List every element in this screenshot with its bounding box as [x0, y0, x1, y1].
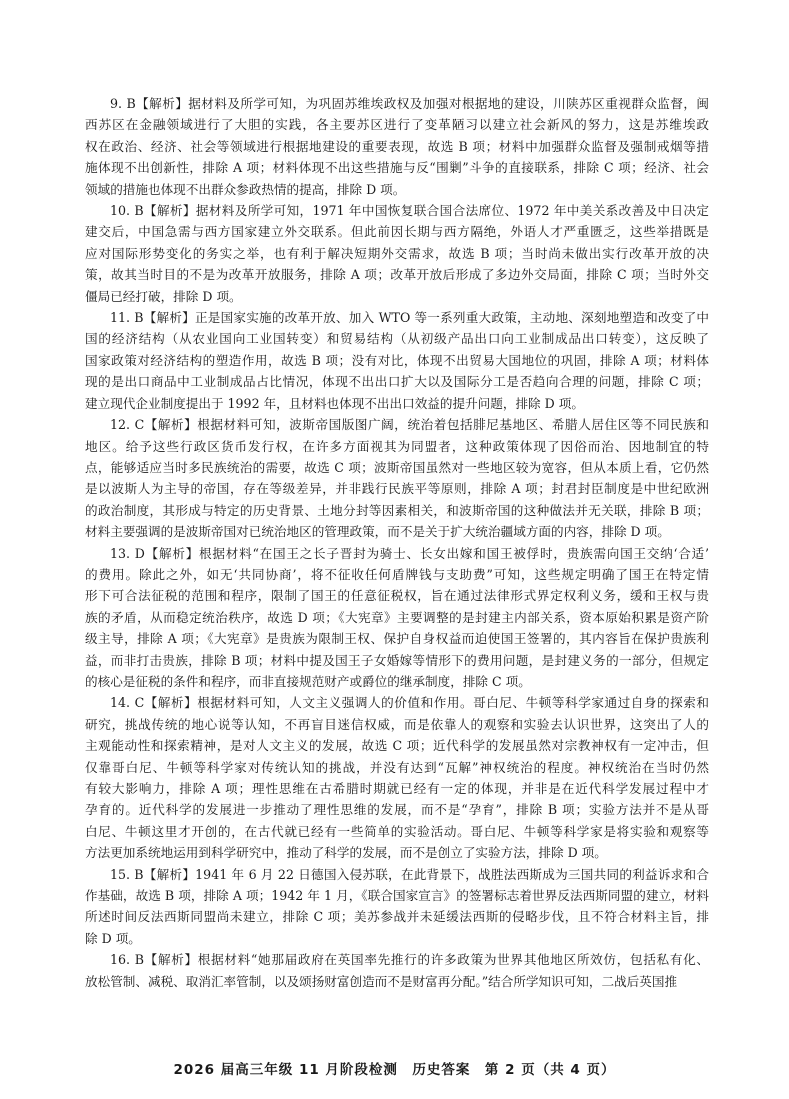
answer-paragraph — [85, 307, 709, 414]
answer-paragraph — [85, 200, 709, 307]
paragraph-line: 是以波斯人为主导的帝国，存在等级差异，并非践行民族平等原则，排除 A 项；封君封臣制度是中世纪欧洲 — [85, 481, 709, 497]
paragraph-line: 15. B【解析】1941 年 6 月 22 日德国入侵苏联，在此背景下，战胜法西斯成为三国共同的利益诉求和合 — [110, 866, 709, 882]
paragraph-line: 建交后，中国急需与西方国家建立外交联系。但此前因长期与西方隔绝，外语人才严重匮乏，这些举措既是 — [85, 224, 709, 240]
paragraph-line: 12. C【解析】根据材料可知，波斯帝国版图广阔，统治着包括腓尼基地区、希腊人居住区等不同民族和 — [110, 417, 709, 433]
paragraph-line: 益，而非打击贵族，排除 B 项；材料中提及国王子女婚嫁等情形下的费用问题，是封建义务的一部分，但规定 — [85, 652, 709, 668]
paragraph-line: 主观能动性和探索精神，是对人文主义的发展，故选 C 项；近代科学的发展虽然对宗教神权有一定冲击，但 — [85, 738, 709, 754]
paragraph-line: 西苏区在金融领域进行了大胆的实践，各主要苏区进行了变革陋习以建立社会新风的努力，这是苏维埃政 — [85, 117, 709, 133]
answer-paragraph — [85, 414, 709, 542]
paragraph-line: 形下可合法征税的范围和程序，限制了国王的任意征税权，旨在通过法律形式界定权利义务，缓和王权与贵 — [85, 588, 709, 604]
paragraph-line: 除 D 项。 — [85, 930, 141, 946]
page-footer: 2026 届高三年级 11 月阶段检测 历史答案 第 2 页（共 4 页） — [173, 1062, 616, 1078]
paragraph-line: 10. B【解析】据材料及所学可知，1971 年中国恢复联合国合法席位、1972 年中美关系改善及中日决定 — [110, 203, 709, 219]
paragraph-line: 级主导，排除 A 项；《大宪章》是贵族为限制王权、保护自身权益而迫使国王签署的，其内容旨在保护贵族利 — [85, 631, 709, 647]
answer-paragraph — [85, 864, 709, 950]
paragraph-line: 材料主要强调的是波斯帝国对已统治地区的管理政策，而不是关于扩大统治疆域方面的内容，排除 D 项。 — [85, 524, 670, 540]
paragraph-line: 施体现不出创新性，排除 A 项；材料体现不出这些措施与反“围剿”斗争的直接联系，排除 C 项；经济、社会 — [85, 160, 709, 176]
answer-paragraph — [85, 949, 709, 992]
paragraph-line: 9. B【解析】据材料及所学可知，为巩固苏维埃政权及加强对根据地的建设，川陕苏区重视群众监督，闽 — [110, 96, 709, 111]
paragraph-line: 所述时间反法西斯同盟尚未建立，排除 C 项；美苏参战并未延缓法西斯的侵略步伐，且不符合材料主旨，排 — [85, 909, 709, 925]
paragraph-line: 放松管制、减税、取消汇率管制，以及颂扬财富创造而不是财富再分配。”结合所学知识可知，二战后英国推 — [85, 973, 678, 989]
paragraph-line: 僵局已经打破，排除 D 项。 — [85, 288, 242, 304]
paragraph-line: 族的矛盾，从而稳定统治秩序，故选 D 项；《大宪章》主要调整的是封建主内部关系，资本原始积累是资产阶 — [85, 609, 709, 625]
paragraph-line: 的费用。除此之外，如无‘共同协商’，将不征收任何盾牌钱与支助费”可知，这些规定明确了国王在特定情 — [85, 566, 709, 582]
answer-paragraph — [85, 543, 709, 693]
paragraph-line: 建立现代企业制度提出于 1992 年，且材料也体现不出出口效益的提升问题，排除 D 项。 — [85, 395, 584, 411]
paragraph-line: 仅靠哥白尼、牛顿等科学家对传统认知的挑战，并没有达到“瓦解”神权统治的程度。神权统治在当时仍然 — [85, 759, 709, 775]
answer-paragraph — [85, 692, 709, 863]
paragraph-line: 14. C【解析】根据材料可知，人文主义强调人的价值和作用。哥白尼、牛顿等科学家通过自身的探索和 — [110, 695, 709, 711]
paragraph-line: 点，能够适应当时多民族统治的需要，故选 C 项；波斯帝国虽然对一些地区较为宽容，但从本质上看，它仍然 — [85, 459, 709, 475]
paragraph-line: 的政治制度，其形成与特定的历史背景、土地分封等因素相关，和波斯帝国的这种做法并无关联，排除 B 项； — [85, 502, 709, 518]
paragraph-line: 现的是出口商品中工业制成品占比情况，体现不出出口扩大以及国际分工是否趋向合理的问题，排除 C 项； — [85, 374, 709, 390]
paragraph-line: 白尼、牛顿这里才开创的，在古代就已经有一些简单的实验活动。哥白尼、牛顿等科学家是将实验和观察等 — [85, 823, 709, 839]
paragraph-line: 策，故其当时目的不是为改革开放服务，排除 A 项；改革开放后形成了多边外交局面，排除 C 项；当时外交 — [85, 267, 709, 283]
paragraph-line: 权在政治、经济、社会等领域进行根据地建设的重要表现，故选 B 项；材料中加强群众监督及强制戒烟等措 — [85, 138, 709, 154]
paragraph-line: 11. B【解析】正是国家实施的改革开放、加入 WTO 等一系列重大政策，主动地、深刻地塑造和改变了中 — [110, 310, 709, 326]
answer-paragraph — [85, 93, 709, 200]
answer-content — [85, 93, 709, 992]
paragraph-line: 地区。给予这些行政区货币发行权，在许多方面视其为同盟者，这种政策体现了因俗而治、因地制宜的特 — [85, 438, 709, 454]
paragraph-line: 的核心是征税的条件和程序，而非直接规范财产或爵位的继承制度，排除 C 项。 — [85, 673, 531, 689]
paragraph-line: 有较大影响力，排除 A 项；理性思维在古希腊时期就已经有一定的体现，并非是在近代科学发展过程中才 — [85, 781, 709, 796]
paragraph-line: 孕育的。近代科学的发展进一步推动了理性思维的发展，而不是“孕育”，排除 B 项；实验方法并不是从哥 — [85, 802, 709, 818]
paragraph-line: 13. D【解析】根据材料“在国王之长子晋封为骑士、长女出嫁和国王被俘时，贵族需向国王交纳‘合适’ — [110, 545, 709, 561]
paragraph-line: 国的经济结构（从农业国向工业国转变）和贸易结构（从初级产品出口向工业制成品出口转变），这反映了 — [85, 331, 709, 347]
paragraph-line: 16. B【解析】根据材料“她那届政府在英国率先推行的许多政策为世界其他地区所效仿，包括私有化、 — [110, 952, 709, 968]
paragraph-line: 作基础，故选 B 项，排除 A 项；1942 年 1 月，《联合国家宣言》的签署标志着世界反法西斯同盟的建立，材料 — [85, 888, 709, 904]
paragraph-line: 方法更加系统地运用到科学研究中，推动了科学的发展，而不是创立了实验方法，排除 D 项。 — [85, 845, 607, 861]
paragraph-line: 国家政策对经济结构的塑造作用，故选 B 项；没有对比，体现不出贸易大国地位的巩固，排除 A 项；材料体 — [85, 352, 709, 368]
paragraph-line: 应对国际形势变化的务实之举，也有利于解决短期外交需求，故选 B 项；当时尚未做出实行改革开放的决 — [85, 245, 709, 261]
paragraph-line: 领域的措施也体现不出群众参政热情的提高，排除 D 项。 — [85, 181, 406, 197]
paragraph-line: 研究，挑战传统的地心说等认知，不再盲目迷信权威，而是依靠人的观察和实验去认识世界，这突出了人的 — [85, 716, 709, 732]
